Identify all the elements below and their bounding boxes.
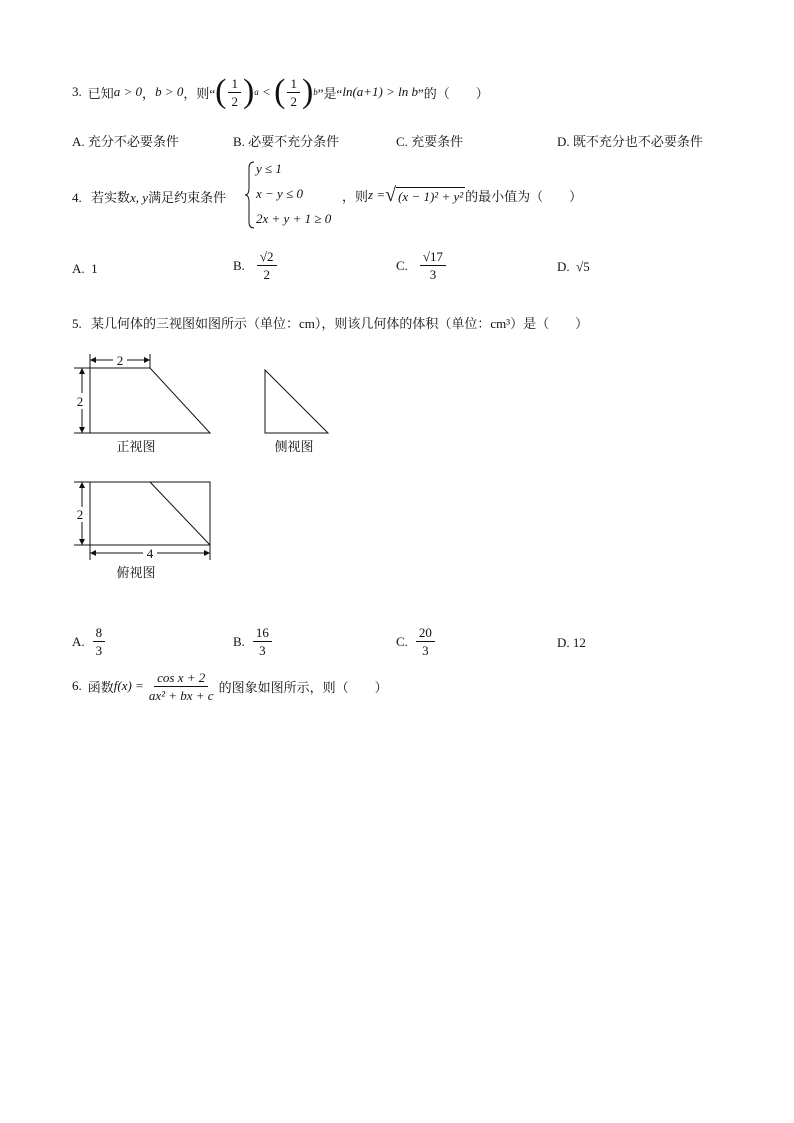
top-view-diagonal [150,482,210,545]
half-fraction-b: $\frac{1}{2}$ [287,75,300,110]
z-equals: z = [368,187,386,202]
dim-front-top: 2 [116,353,124,368]
function-fraction: $\frac{\text{cos x + 2}}{\text{ax² + bx + c}}$ [148,669,214,703]
dim-top-bottom: 4 [146,546,154,561]
q4-option-c[interactable]: C. $\frac{√17}{3}$ [396,248,448,283]
q5-option-a[interactable]: A. $\frac{8}{3}$ [72,624,107,659]
constraint-1: y ≤ 1 [256,161,282,176]
q3-option-c[interactable]: C. 充要条件 [396,134,464,149]
question-number: 3. [72,84,82,99]
top-view-label: 俯视图 [116,565,156,580]
q4-suffix: 的最小值为（ ） [465,188,583,204]
q4-vars: x, y [130,190,149,205]
constraint-2: x − y ≤ 0 [256,186,303,201]
left-paren: ( [274,73,286,110]
q3-condition-a: a > 0 [113,84,143,99]
q3-prefix: 已知 [87,85,114,101]
question-number: 5. [72,316,82,331]
q6-suffix: 的图象如图所示，则（ ） [218,679,388,695]
question-number: 4. [72,190,82,205]
function-name: f(x) = [113,678,144,693]
q6-prefix: 函数 [87,679,114,695]
question-5-stem [72,313,588,332]
question-3-stem [72,72,489,112]
dim-top-left: 2 [76,507,84,522]
q4-constraint-text: 满足约束条件 [148,190,227,205]
q5-option-d[interactable]: D. 12 [557,635,586,650]
right-paren: ) [301,73,314,110]
right-paren: ) [242,73,255,110]
q3-condition-b: b > 0 [155,84,184,99]
side-view-label: 侧视图 [274,439,314,454]
three-view-figure [70,350,340,585]
front-view-trapezoid [90,368,210,433]
constraint-3: 2x + y + 1 ≥ 0 [256,211,332,226]
less-than: < [262,84,271,99]
q4-prefix: 若实数 [91,190,131,205]
question-6-stem [72,664,388,708]
question-4-stem-right [342,185,582,205]
constraint-brace [244,160,256,230]
q5-option-b[interactable]: B. $\frac{16}{3}$ [233,624,274,659]
half-fraction-a: $\frac{1}{2}$ [228,75,241,110]
q5-option-c[interactable]: C. $\frac{20}{3}$ [396,624,437,659]
question-number: 6. [72,678,82,693]
sqrt-expression: √ (x − 1)² + y² [385,184,464,206]
q3-option-b[interactable]: B. 必要不充分条件 [233,134,340,149]
top-view-rectangle [90,482,210,545]
q5-text: 某几何体的三视图如图所示（单位：cm），则该几何体的体积（单位：cm³）是（ ） [91,316,589,331]
left-paren: ( [215,73,227,110]
q3-mid: ”是“ [317,85,343,101]
front-view-label: 正视图 [116,439,156,454]
dim-front-left: 2 [76,394,84,409]
q3-option-a[interactable]: A. 充分不必要条件 [72,134,179,149]
q4-option-a[interactable]: A. 1 [72,261,98,276]
q3-option-d[interactable]: D. 既不充分也不必要条件 [557,134,703,149]
q4-then: ，则 [342,188,369,204]
q3-suffix: ”的（ ） [418,85,489,101]
ln-expression: ln(a+1) > ln b [342,84,419,99]
q3-sep: ， [142,85,156,101]
exponent-b: b [313,87,318,97]
q4-option-b[interactable]: B. $\frac{√2}{2}$ [233,248,279,283]
side-view-triangle [265,370,328,433]
question-4-stem-left [72,187,226,206]
exponent-a: a [254,87,259,97]
q3-then: ，则“ [183,85,216,101]
q4-option-d[interactable]: D. √5 [557,259,590,274]
